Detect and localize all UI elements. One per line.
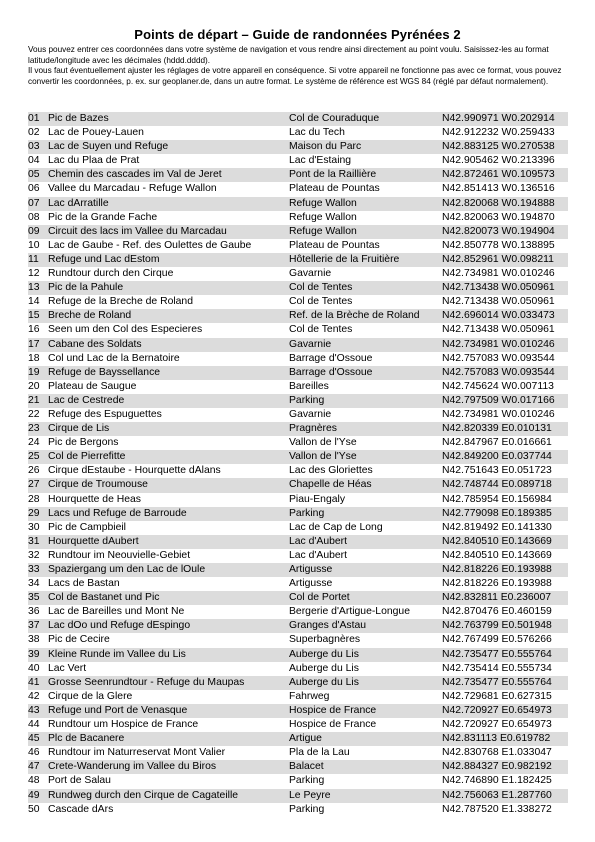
start-location: Pla de la Lau — [289, 747, 350, 759]
gps-coordinates: N42.767499 E0.576266 — [442, 634, 552, 646]
table-row — [28, 605, 568, 619]
route-name: Rundweg durch den Cirque de Cagateille — [48, 789, 239, 801]
route-name: Seen um den Col des Especieres — [48, 324, 203, 336]
start-location: Refuge Wallon — [289, 197, 357, 209]
route-name: Lac Vert — [48, 662, 87, 674]
gps-coordinates: N42.735477 E0.555764 — [442, 648, 552, 660]
start-location: Barrage d'Ossoue — [289, 352, 373, 364]
route-name: Kleine Runde im Vallee du Lis — [48, 648, 186, 660]
row-number: 06 — [28, 183, 40, 195]
route-name: Lacs und Refuge de Barroude — [48, 507, 187, 519]
row-number: 48 — [28, 775, 40, 787]
route-name: Rundtour im Neouvielle-Gebiet — [48, 549, 191, 561]
row-number: 10 — [28, 239, 40, 251]
gps-coordinates: N42.850778 W0.138895 — [442, 239, 555, 251]
gps-coordinates: N42.830768 E1.033047 — [442, 747, 552, 759]
route-name: Pic de la Grande Fache — [48, 211, 158, 223]
route-name: Crete-Wanderung im Vallee du Biros — [48, 761, 217, 773]
start-location: Pragnères — [289, 423, 337, 435]
table-row — [28, 211, 568, 225]
gps-coordinates: N42.820063 W0.194870 — [442, 211, 555, 223]
table-row — [28, 225, 568, 239]
start-location: Refuge Wallon — [289, 211, 357, 223]
start-location: Bareilles — [289, 380, 329, 392]
table-row — [28, 760, 568, 774]
route-name: Vallee du Marcadau - Refuge Wallon — [48, 183, 217, 195]
intro-paragraph-1: Vous pouvez entrer ces coordonnées dans votre système de navigation et vous rendre ainsi directement au point voulu. Saisissez-les au format latitude/longitude avec les décimales (hddd.dddd). — [28, 45, 549, 65]
row-number: 32 — [28, 549, 40, 561]
table-row — [28, 648, 568, 662]
route-name: Lac de Pouey-Lauen — [48, 127, 144, 139]
gps-coordinates: N42.748744 E0.089718 — [442, 479, 552, 491]
gps-coordinates: N42.870476 E0.460159 — [442, 606, 552, 618]
gps-coordinates: N42.820339 E0.010131 — [442, 423, 552, 435]
table-row — [28, 380, 568, 394]
row-number: 21 — [28, 394, 40, 406]
start-location: Refuge Wallon — [289, 225, 357, 237]
row-number: 41 — [28, 676, 40, 688]
gps-coordinates: N42.746890 E1.182425 — [442, 775, 552, 787]
table-row — [28, 323, 568, 337]
row-number: 24 — [28, 437, 40, 449]
route-name: Cirque de la Glere — [48, 690, 133, 702]
row-number: 02 — [28, 127, 40, 139]
route-name: Plc de Bacanere — [48, 733, 125, 745]
gps-coordinates: N42.849200 E0.037744 — [442, 451, 552, 463]
row-number: 03 — [28, 141, 40, 153]
table-row — [28, 732, 568, 746]
start-location: Piau-Engaly — [289, 493, 346, 505]
table-row — [28, 704, 568, 718]
start-location: Col de Couraduque — [289, 113, 380, 124]
gps-coordinates: N42.905462 W0.213396 — [442, 155, 555, 167]
row-number: 18 — [28, 352, 40, 364]
gps-coordinates: N42.696014 W0.033473 — [442, 310, 555, 322]
table-row — [28, 309, 568, 323]
table-row — [28, 267, 568, 281]
route-name: Plateau de Saugue — [48, 380, 137, 392]
row-number: 49 — [28, 789, 40, 801]
route-name: Refuge und Lac dEstom — [48, 253, 160, 265]
page-title: Points de départ – Guide de randonnées Pyrénées 2 — [134, 27, 461, 42]
start-location: Lac d'Aubert — [289, 535, 348, 547]
start-location: Barrage d'Ossoue — [289, 366, 373, 378]
row-number: 39 — [28, 648, 40, 660]
row-number: 08 — [28, 211, 40, 223]
start-location: Gavarnie — [289, 338, 332, 350]
table-row — [28, 197, 568, 211]
route-name: Refuge und Port de Venasque — [48, 704, 188, 716]
gps-coordinates: N42.820068 W0.194888 — [442, 197, 555, 209]
gps-coordinates: N42.787520 E1.338272 — [442, 803, 552, 815]
table-row — [28, 563, 568, 577]
start-location: Balacet — [289, 761, 324, 773]
route-name: Col de Pierrefitte — [48, 451, 126, 463]
table-row — [28, 168, 568, 182]
gps-coordinates: N42.757083 W0.093544 — [442, 352, 555, 364]
start-location: Lac de Cap de Long — [289, 521, 383, 533]
row-number: 42 — [28, 690, 40, 702]
gps-coordinates: N42.990971 W0.202914 — [442, 113, 555, 124]
table-row — [28, 394, 568, 408]
table-row — [28, 619, 568, 633]
start-location: Lac des Gloriettes — [289, 465, 373, 477]
table-row — [28, 662, 568, 676]
gps-coordinates: N42.840510 E0.143669 — [442, 549, 552, 561]
row-number: 46 — [28, 747, 40, 759]
gps-coordinates: N42.735414 E0.555734 — [442, 662, 552, 674]
table-row — [28, 493, 568, 507]
start-location: Superbagnères — [289, 634, 361, 646]
route-name: Lac de Gaube - Ref. des Oulettes de Gaube — [48, 239, 252, 251]
table-row — [28, 803, 568, 817]
start-location: Chapelle de Héas — [289, 479, 372, 491]
gps-coordinates: N42.757083 W0.093544 — [442, 366, 555, 378]
row-number: 16 — [28, 324, 40, 336]
table-row — [28, 478, 568, 492]
gps-coordinates: N42.847967 E0.016661 — [442, 437, 552, 449]
start-location: Ref. de la Brèche de Roland — [289, 310, 420, 322]
row-number: 01 — [28, 113, 40, 124]
table-row — [28, 535, 568, 549]
gps-coordinates: N42.713438 W0.050961 — [442, 282, 555, 294]
table-row — [28, 295, 568, 309]
route-name: Cirque dEstaube - Hourquette dAlans — [48, 465, 221, 477]
table-row — [28, 281, 568, 295]
table-row — [28, 352, 568, 366]
gps-coordinates: N42.851413 W0.136516 — [442, 183, 555, 195]
route-name: Lac du Plaa de Prat — [48, 155, 140, 167]
route-name: Col de Bastanet und Pic — [48, 592, 160, 604]
gps-coordinates: N42.840510 E0.143669 — [442, 535, 552, 547]
start-location: Maison du Parc — [289, 141, 362, 153]
row-number: 45 — [28, 733, 40, 745]
route-name: Lac de Bareilles und Mont Ne — [48, 606, 185, 618]
gps-coordinates: N42.713438 W0.050961 — [442, 296, 555, 308]
route-name: Rundtour im Naturreservat Mont Valier — [48, 747, 226, 759]
route-name: Lacs de Bastan — [48, 578, 120, 590]
start-location: Gavarnie — [289, 268, 332, 280]
row-number: 19 — [28, 366, 40, 378]
route-name: Refuge des Espuguettes — [48, 408, 162, 420]
table-row — [28, 436, 568, 450]
gps-coordinates: N42.832811 E0.236007 — [442, 592, 552, 604]
start-location: Hospice de France — [289, 719, 377, 731]
start-location: Col de Portet — [289, 592, 350, 604]
row-number: 38 — [28, 634, 40, 646]
start-location: Hospice de France — [289, 704, 377, 716]
start-location: Parking — [289, 775, 325, 787]
gps-coordinates: N42.734981 W0.010246 — [442, 268, 555, 280]
row-number: 22 — [28, 408, 40, 420]
row-number: 12 — [28, 268, 40, 280]
row-number: 28 — [28, 493, 40, 505]
table-row — [28, 140, 568, 154]
route-name: Col und Lac de la Bernatoire — [48, 352, 180, 364]
table-row — [28, 450, 568, 464]
route-name: Rundtour durch den Cirque — [48, 268, 174, 280]
gps-coordinates: N42.883125 W0.270538 — [442, 141, 555, 153]
route-name: Refuge de la Breche de Roland — [48, 296, 193, 308]
table-row — [28, 633, 568, 647]
gps-coordinates: N42.779098 E0.189385 — [442, 507, 552, 519]
gps-coordinates: N42.729681 E0.627315 — [442, 690, 552, 702]
start-location: Artigusse — [289, 578, 333, 590]
gps-coordinates: N42.785954 E0.156984 — [442, 493, 552, 505]
gps-coordinates: N42.713438 W0.050961 — [442, 324, 555, 336]
route-name: Pic de Cecire — [48, 634, 110, 646]
start-location: Plateau de Pountas — [289, 239, 380, 251]
route-name: Cabane des Soldats — [48, 338, 142, 350]
gps-coordinates: N42.852961 W0.098211 — [442, 253, 554, 265]
start-location: Vallon de l'Yse — [289, 451, 357, 463]
row-number: 44 — [28, 719, 40, 731]
intro-paragraph-2: Il vous faut éventuellement ajuster les réglages de votre appareil en conséquence. Si votre appareil ne fonctionne pas avec ce format, vous pouvez convertir les coordonnées, p. ex. sur geoplaner.de, dans un autre format. Le système de référence est WGS 84 (réglé par défaut normalement). — [28, 66, 562, 86]
gps-coordinates: N42.872461 W0.109573 — [442, 169, 555, 181]
row-number: 11 — [28, 253, 39, 265]
start-location: Artigue — [289, 733, 322, 745]
table-row — [28, 690, 568, 704]
route-name: Hourquette de Heas — [48, 493, 141, 505]
route-name: Rundtour um Hospice de France — [48, 719, 199, 731]
row-number: 47 — [28, 761, 40, 773]
start-location: Lac d'Estaing — [289, 155, 352, 167]
table-row — [28, 746, 568, 760]
route-name: Hourquette dAubert — [48, 535, 139, 547]
gps-coordinates: N42.735477 E0.555764 — [442, 676, 552, 688]
start-location: Gavarnie — [289, 408, 332, 420]
route-name: Pic de Bergons — [48, 437, 119, 449]
table-row — [28, 408, 568, 422]
table-row — [28, 789, 568, 803]
start-location: Parking — [289, 507, 325, 519]
start-location: Lac d'Aubert — [289, 549, 348, 561]
route-name: Port de Salau — [48, 775, 111, 787]
table-row — [28, 182, 568, 196]
row-number: 15 — [28, 310, 40, 322]
route-name: Pic de Campbieil — [48, 521, 126, 533]
start-location: Vallon de l'Yse — [289, 437, 357, 449]
route-name: Pic de Bazes — [48, 113, 109, 124]
route-name: Refuge de Bayssellance — [48, 366, 161, 378]
route-name: Cascade dArs — [48, 803, 114, 815]
row-number: 05 — [28, 169, 40, 181]
row-number: 31 — [28, 535, 40, 547]
table-row — [28, 577, 568, 591]
gps-coordinates: N42.751643 E0.051723 — [442, 465, 552, 477]
route-name: Lac de Suyen und Refuge — [48, 141, 169, 153]
start-location: Col de Tentes — [289, 296, 353, 308]
route-name: Lac dOo und Refuge dEspingo — [48, 620, 191, 632]
start-location: Bergerie d'Artigue-Longue — [289, 606, 410, 618]
start-location: Auberge du Lis — [289, 662, 359, 674]
gps-coordinates: N42.819492 E0.141330 — [442, 521, 552, 533]
table-row — [28, 253, 568, 267]
route-name: Grosse Seenrundtour - Refuge du Maupas — [48, 676, 245, 688]
gps-coordinates: N42.763799 E0.501948 — [442, 620, 552, 632]
row-number: 17 — [28, 338, 40, 350]
table-row — [28, 507, 568, 521]
table-row — [28, 338, 568, 352]
row-number: 37 — [28, 620, 40, 632]
table-row — [28, 126, 568, 140]
row-number: 23 — [28, 423, 40, 435]
gps-coordinates: N42.797509 W0.017166 — [442, 394, 555, 406]
start-location: Hôtellerie de la Fruitière — [289, 253, 400, 265]
route-name: Circuit des lacs im Vallee du Marcadau — [48, 225, 227, 237]
start-location: Fahrweg — [289, 690, 330, 702]
start-location: Col de Tentes — [289, 324, 353, 336]
gps-coordinates: N42.734981 W0.010246 — [442, 338, 555, 350]
gps-coordinates: N42.720927 E0.654973 — [442, 719, 552, 731]
row-number: 50 — [28, 803, 40, 815]
gps-coordinates: N42.734981 W0.010246 — [442, 408, 555, 420]
start-location: Auberge du Lis — [289, 676, 359, 688]
route-name: Breche de Roland — [48, 310, 132, 322]
row-number: 43 — [28, 704, 40, 716]
start-location: Lac du Tech — [289, 127, 345, 139]
row-number: 30 — [28, 521, 40, 533]
route-name: Cirque de Troumouse — [48, 479, 148, 491]
table-row — [28, 718, 568, 732]
row-number: 20 — [28, 380, 40, 392]
route-name: Lac de Cestrede — [48, 394, 125, 406]
gps-coordinates: N42.720927 E0.654973 — [442, 704, 552, 716]
table-row — [28, 464, 568, 478]
row-number: 09 — [28, 225, 40, 237]
intro-text — [28, 45, 573, 87]
row-number: 04 — [28, 155, 40, 167]
table-row — [28, 239, 568, 253]
row-number: 35 — [28, 592, 40, 604]
row-number: 13 — [28, 282, 40, 294]
route-name: Cirque de Lis — [48, 423, 110, 435]
start-location: Artigusse — [289, 564, 333, 575]
row-number: 27 — [28, 479, 40, 491]
table-row — [28, 774, 568, 788]
gps-coordinates: N42.912232 W0.259433 — [442, 127, 555, 139]
table-row — [28, 112, 568, 126]
starting-points-table — [28, 112, 568, 817]
row-number: 14 — [28, 296, 40, 308]
row-number: 25 — [28, 451, 40, 463]
row-number: 40 — [28, 662, 40, 674]
table-row — [28, 549, 568, 563]
row-number: 34 — [28, 578, 40, 590]
start-location: Parking — [289, 803, 325, 815]
table-row — [28, 154, 568, 168]
start-location: Col de Tentes — [289, 282, 353, 294]
row-number: 36 — [28, 606, 40, 618]
start-location: Plateau de Pountas — [289, 183, 380, 195]
gps-coordinates: N42.745624 W0.007113 — [442, 380, 554, 392]
table-row — [28, 591, 568, 605]
gps-coordinates: N42.831113 E0.619782 — [442, 733, 551, 745]
route-name: Lac dArratille — [48, 197, 109, 209]
row-number: 07 — [28, 197, 40, 209]
gps-coordinates: N42.818226 E0.193988 — [442, 578, 552, 590]
gps-coordinates: N42.820073 W0.194904 — [442, 225, 555, 237]
start-location: Le Peyre — [289, 789, 331, 801]
gps-coordinates: N42.884327 E0.982192 — [442, 761, 552, 773]
start-location: Parking — [289, 394, 325, 406]
gps-coordinates: N42.756063 E1.287760 — [442, 789, 552, 801]
table-row — [28, 521, 568, 535]
start-location: Pont de la Raillière — [289, 169, 377, 181]
table-row — [28, 422, 568, 436]
start-location: Granges d'Astau — [289, 620, 367, 632]
route-name: Pic de la Pahule — [48, 282, 124, 294]
row-number: 33 — [28, 564, 40, 575]
row-number: 26 — [28, 465, 40, 477]
start-location: Auberge du Lis — [289, 648, 359, 660]
table-row — [28, 366, 568, 380]
route-name: Chemin des cascades im Val de Jeret — [48, 169, 222, 181]
route-name: Spaziergang um den Lac de lOule — [48, 564, 206, 575]
gps-coordinates: N42.818226 E0.193988 — [442, 564, 552, 575]
row-number: 29 — [28, 507, 40, 519]
table-row — [28, 676, 568, 690]
